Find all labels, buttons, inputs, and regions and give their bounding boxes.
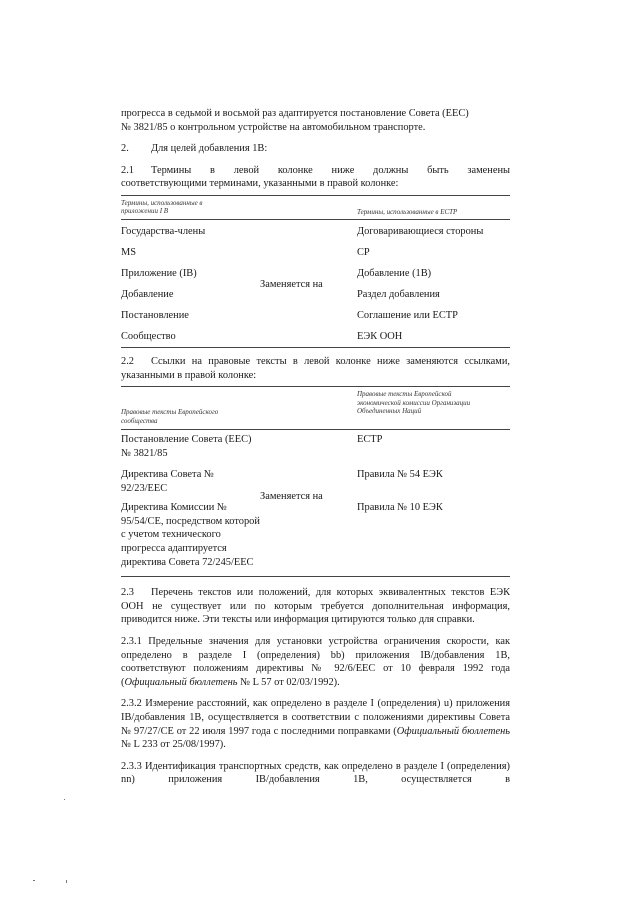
table-row-right: ЕЭК ООН [357, 330, 403, 342]
item-2-3-1-number: 2.3.1 [121, 635, 142, 647]
item-2-3-3-text: Идентификация транспортных средств, как определено в разделе I (определения) nn) приложения IВ/добавления 1В, осуществляется в [121, 760, 510, 786]
table-top-rule [121, 195, 510, 196]
intro-line-2: № 3821/85 о контрольном устройстве на автомобильном транспорте. [121, 121, 426, 133]
item-2-3-1-text: Предельные значения для установки устройства ограничения скорости, как определено в разделе I (определения) bb) приложения IВ/добавления 1В, соответствуют положениям директивы № 92/6/ЕЕС от 10 февраля 1992 года [121, 635, 510, 675]
terms-table [121, 195, 510, 349]
intro-line-1: прогресса в седьмой и восьмой раз адаптируется постановление Совета (ЕЕС) [121, 108, 469, 119]
scan-speck [64, 799, 65, 800]
table-top-rule [121, 386, 510, 387]
item-2-3-2-text: Измерение расстояний, как определено в разделе I (определения) u) приложения IВ/добавления 1В, осуществляется в соответствии с положениями директивы Совета № 97/27/СЕ от 22 июля 1997 года с последними поправками [121, 698, 510, 737]
table-row-right: Договаривающиеся стороны [357, 225, 484, 237]
item-2-3-2-ref-title: Официальный бюллетень [396, 725, 511, 737]
table-row-left: Добавление [121, 288, 174, 300]
item-2-3-text: Перечень текстов или положений, для которых эквивалентных текстов ЕЭК ООН не существует или по которым требуется дополнительная информация, приводится ниже. Эти тексты или информация цитируются только для справки. [121, 587, 510, 626]
item-2-2-line-1: Ссылки на правовые тексты в левой колонке ниже заменяются ссылками, [151, 355, 510, 367]
table-row-left: Директива Комиссии № 95/54/СЕ, посредством которой с учетом технического прогресса адаптируется директива Совета 72/245/ЕЕС [121, 502, 260, 568]
table-row-right: Правила № 10 ЕЭК [357, 502, 443, 514]
item-2-1 [121, 164, 510, 178]
item-2-2-line-2: указанными в правой колонке: [121, 369, 257, 381]
table-middle-label: Заменяется на [260, 491, 323, 503]
table-row-right: Соглашение или ЕСТР [357, 309, 458, 321]
table-header-right: Термины, использованные в ЕСТР [357, 207, 458, 216]
item-2-3 [121, 586, 510, 627]
item-2-3-1: 2.3.1 Предельные значения для установки устройства ограничения скорости, как определено в разделе I (определения) bb) приложения IВ/добавления 1В, соответствуют положениям директивы № 92/6/ЕЕС от 10 февраля 1992 года (Официальный бюллетень № L 57 от 02/03/1992). [121, 635, 510, 688]
item-2-text: Для целей добавления 1В: [151, 143, 268, 155]
item-2-3-2: 2.3.2 Измерение расстояний, как определено в разделе I (определения) u) приложения IВ/добавления 1В, осуществляется в соответствии с положениями директивы Совета № 97/27/СЕ от 22 июля 1997 года с последними поправками (Официальный бюллетень № L 233 от 25/08/1997). [121, 698, 511, 751]
item-2-number: 2. [121, 143, 129, 155]
item-2-2-number: 2.2 [121, 355, 134, 367]
scan-speck [66, 880, 67, 883]
table-row-right: Добавление (1В) [357, 267, 432, 279]
item-2-3-1-ref-title: Официальный бюллетень [124, 676, 238, 688]
scan-speck [33, 880, 35, 881]
table-row-right: Правила № 54 ЕЭК [357, 469, 443, 481]
item-2 [121, 142, 510, 156]
item-2-3-2-number: 2.3.2 [121, 698, 142, 710]
table-bottom-rule [121, 576, 510, 577]
item-2-3-number: 2.3 [121, 587, 134, 599]
item-2-1-number: 2.1 [121, 164, 134, 176]
table-header-right: Правовые тексты Европейской экономической комиссии Организации Объединенных Наций [357, 390, 471, 416]
table-row-right: CP [357, 246, 370, 258]
table-header-rule [121, 429, 510, 430]
item-2-3-3 [121, 760, 510, 787]
table-row-right: ЕСТР [357, 434, 383, 446]
item-2-1-line-1: Термины в левой колонке ниже должны быть заменены [151, 164, 510, 176]
table-middle-label: Заменяется на [260, 278, 323, 290]
item-2-3-1-ref-rest: № L 57 от 02/03/1992). [240, 676, 340, 688]
document-body [121, 107, 510, 787]
table-bottom-rule [121, 347, 510, 348]
table-row-left: Сообщество [121, 330, 176, 342]
item-2-1-line-2: соответствующими терминами, указанными в правой колонке: [121, 178, 399, 190]
table-row-left: MS [121, 246, 137, 258]
table-row-left: Постановление Совета (ЕЕС) № 3821/85 [121, 434, 252, 459]
table-row-left: Директива Совета № 92/23/EEC [121, 469, 214, 494]
item-2-3-3-number: 2.3.3 [121, 760, 142, 772]
table-header-rule [121, 219, 510, 220]
table-row-right: Раздел добавления [357, 288, 440, 300]
legal-texts-table [121, 386, 510, 580]
table-row-left: Постановление [121, 309, 189, 321]
table-header-left: Термины, использованные в приложении I B [121, 198, 203, 216]
table-row-left: Приложение (IВ) [121, 267, 197, 279]
table-row-left: Государства-члены [121, 225, 206, 237]
table-header-left: Правовые тексты Европейского сообщества [121, 408, 219, 425]
item-2-2 [121, 355, 510, 369]
item-2-3-2-ref-rest: № L 233 от 25/08/1997). [121, 739, 226, 751]
